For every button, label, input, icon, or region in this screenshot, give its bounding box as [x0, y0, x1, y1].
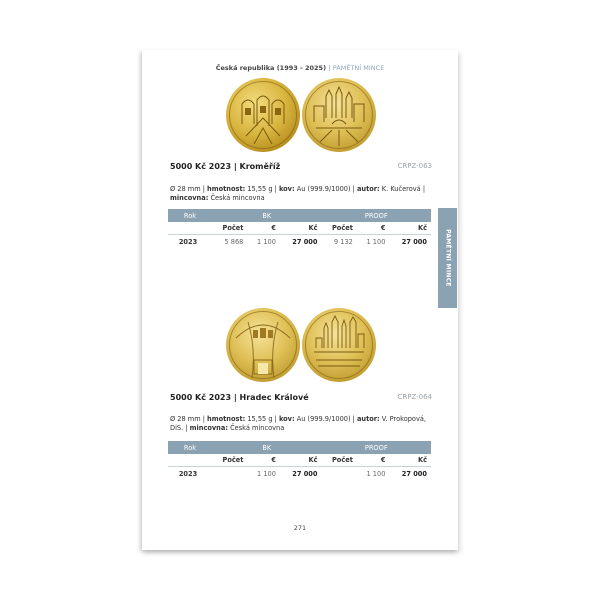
header-category: PAMĚTNÍ MINCE — [332, 64, 385, 72]
section-tab-label: PAMĚTNÍ MINCE — [444, 229, 451, 287]
sub-kc: Kč — [389, 222, 431, 235]
coin-title-row — [170, 393, 432, 402]
cell-rok: 2023 — [178, 237, 198, 246]
coin-title: 5000 Kč 2023 | Hradec Králové — [170, 393, 309, 402]
cell-proof-eur: 1 100 — [366, 237, 386, 246]
col-bk: BK — [212, 209, 321, 222]
sub-eur: € — [357, 222, 390, 235]
cell-bk-pocet: 5 868 — [224, 237, 244, 246]
mint: Česká mincovna — [230, 424, 285, 432]
author-label: autor: — [356, 415, 380, 423]
metal-label: kov: — [278, 415, 295, 423]
col-rok: Rok — [168, 441, 212, 454]
cell-proof-eur: 1 100 — [366, 469, 386, 478]
cell-bk-kc: 27 000 — [292, 237, 318, 246]
mintage-table — [168, 441, 431, 480]
cell-proof-pocet: 9 132 — [333, 237, 353, 246]
coin-title-row — [170, 162, 432, 171]
coin-images-2 — [142, 304, 458, 390]
section-tab — [438, 208, 457, 308]
header-country: Česká republika (1993 - 2025) — [215, 64, 327, 72]
coin-reverse-image — [302, 308, 376, 382]
coin-code: CRPZ-063 — [397, 162, 432, 170]
coin-code: CRPZ-064 — [397, 393, 432, 401]
coin-reverse-image — [302, 78, 376, 152]
coin-description: Ø 28 mm | hmotnost: 15,55 g | kov: Au (999.9/1000) | autor: K. Kučerová | mincovna: Česká mincovna — [170, 185, 426, 202]
sub-pocet: Počet — [212, 454, 247, 467]
sub-kc: Kč — [389, 454, 431, 467]
cell-proof-kc: 27 000 — [401, 237, 427, 246]
author: K. Kučerová — [381, 185, 421, 193]
catalog-page — [142, 50, 458, 550]
coin-obverse-image — [226, 78, 300, 152]
mint-label: mincovna: — [189, 424, 228, 432]
author-label: autor: — [356, 185, 380, 193]
cell-proof-kc: 27 000 — [401, 469, 427, 478]
cell-bk-eur: 1 100 — [257, 469, 276, 478]
diameter: Ø 28 mm — [170, 415, 201, 423]
mintage-table — [168, 209, 431, 248]
diameter: Ø 28 mm — [170, 185, 201, 193]
coin-description: Ø 28 mm | hmotnost: 15,55 g | kov: Au (999.9/1000) | autor: V. Prokopová, DiS. | mincovna: Česká mincovna — [170, 415, 426, 432]
sub-eur: € — [357, 454, 390, 467]
sub-kc: Kč — [280, 222, 322, 235]
header-separator: | — [328, 64, 331, 72]
sub-pocet: Počet — [321, 222, 356, 235]
mint-label: mincovna: — [170, 194, 209, 202]
col-proof: PROOF — [321, 209, 431, 222]
cell-rok: 2023 — [178, 469, 198, 478]
sub-eur: € — [247, 222, 280, 235]
metal: Au (999.9/1000) — [296, 185, 351, 193]
author: V. Prokopová, DiS. — [170, 415, 426, 432]
col-proof: PROOF — [321, 441, 431, 454]
sub-pocet: Počet — [212, 222, 247, 235]
weight-label: hmotnost: — [207, 415, 246, 423]
metal: Au (999.9/1000) — [296, 415, 351, 423]
coin-images-1 — [142, 74, 458, 160]
cell-bk-kc: 27 000 — [292, 469, 318, 478]
col-bk: BK — [212, 441, 321, 454]
weight: 15,55 g — [247, 415, 273, 423]
page-header — [142, 64, 458, 72]
cell-bk-eur: 1 100 — [257, 237, 276, 246]
coin-obverse-image — [226, 308, 300, 382]
mint: Česká mincovna — [210, 194, 265, 202]
table-row — [168, 235, 431, 249]
coin-title: 5000 Kč 2023 | Kroměříž — [170, 162, 281, 171]
weight: 15,55 g — [247, 185, 273, 193]
table-row — [168, 467, 431, 481]
metal-label: kov: — [278, 185, 295, 193]
col-rok: Rok — [168, 209, 212, 222]
cell-bk-pocet — [212, 467, 247, 481]
cell-proof-pocet — [321, 467, 356, 481]
sub-eur: € — [247, 454, 280, 467]
sub-kc: Kč — [280, 454, 322, 467]
page-number: 271 — [293, 524, 307, 532]
weight-label: hmotnost: — [207, 185, 246, 193]
sub-pocet: Počet — [321, 454, 356, 467]
